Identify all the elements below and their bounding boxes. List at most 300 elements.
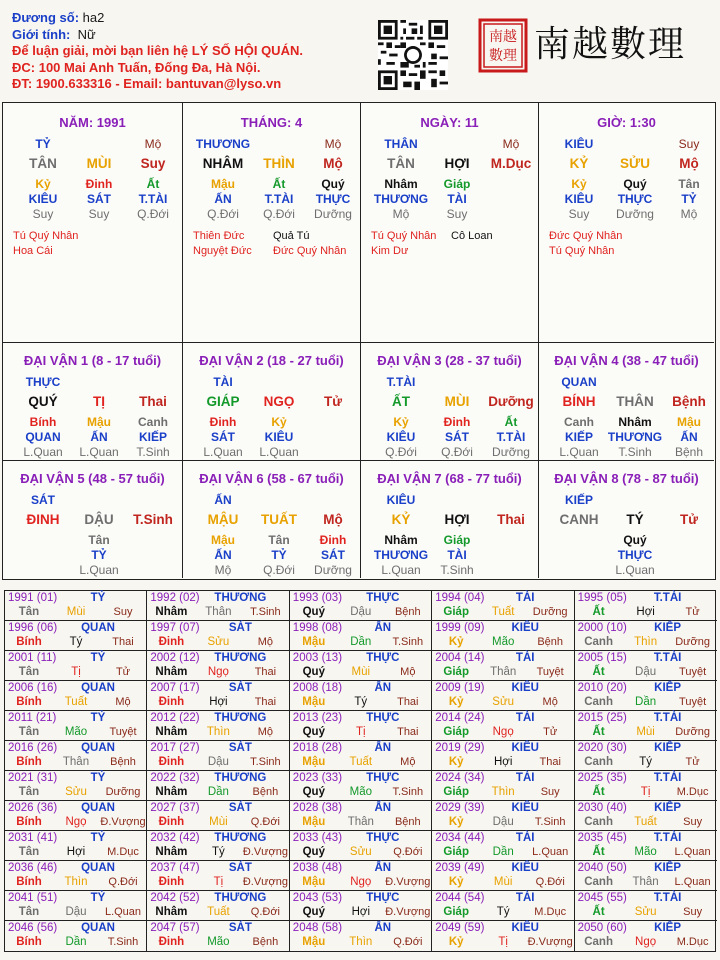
year-branch: Thân xyxy=(347,816,374,828)
year-stage: Bệnh xyxy=(537,636,564,648)
pillar-stage-row xyxy=(3,207,182,223)
year-label: 2021 (31) xyxy=(8,772,58,784)
year-stage: Thai xyxy=(112,636,134,648)
year-label: 2014 (24) xyxy=(435,712,485,724)
pillar-main-row-1: NHÂM xyxy=(202,156,244,171)
year-label: 2047 (57) xyxy=(150,922,200,934)
year-stage: Đ.Vượng xyxy=(242,876,288,888)
year-cell xyxy=(147,771,289,801)
pillar-hidden-god-row-1: KIÊU xyxy=(28,192,58,206)
pillar-stage-row-2: Suy xyxy=(446,207,468,221)
year-branch: Tuất xyxy=(349,756,373,768)
pillar-stage-row-3: Mộ xyxy=(680,207,698,221)
dai-van-main-row xyxy=(183,512,360,528)
year-branch: Mùi xyxy=(66,606,86,618)
year-stem: Tân xyxy=(18,726,40,738)
year-stage: Tuyệt xyxy=(679,696,707,708)
year-branch: Hợi xyxy=(209,696,228,708)
dai-van-hidden-row-3: Mậu xyxy=(677,415,701,429)
year-cell xyxy=(575,741,717,771)
year-branch: Tý xyxy=(69,636,83,648)
year-stage: T.Sinh xyxy=(392,786,424,798)
year-stem: Canh xyxy=(584,756,613,768)
dai-van-hidden-god-row xyxy=(539,430,714,446)
year-cell xyxy=(147,591,289,621)
year-stage: Tử xyxy=(685,756,700,768)
dai-van-ten-god-row xyxy=(539,493,714,509)
dai-van-hidden-row-2: Quý xyxy=(623,533,647,547)
dai-van-5 xyxy=(3,461,183,578)
year-label: 2037 (47) xyxy=(150,862,200,874)
year-cell xyxy=(290,591,432,621)
year-stem: Kỷ xyxy=(448,936,464,948)
dai-van-ten-god-row xyxy=(3,375,182,391)
year-ten-god: QUAN xyxy=(81,922,115,934)
year-stem: Mậu xyxy=(302,936,326,948)
year-cell xyxy=(432,711,574,741)
pillar-hidden-row-3: Quý xyxy=(321,177,345,191)
pillar-note: Đức Quý Nhân xyxy=(273,245,347,257)
year-stage: Suy xyxy=(540,786,560,798)
year-label: 2023 (33) xyxy=(292,772,343,784)
year-branch: Hợi xyxy=(66,846,86,858)
year-stage: L.Quan xyxy=(674,876,711,888)
dai-van-title: ĐẠI VẬN 7 (68 - 77 tuổi) xyxy=(377,471,522,486)
pillar-main-row xyxy=(361,156,538,172)
dai-van-ten-god-row-1: ẤN xyxy=(214,493,232,507)
year-stage: Q.Đới xyxy=(250,906,280,918)
dai-van-1 xyxy=(3,343,183,461)
year-label: 2039 (49) xyxy=(435,862,485,874)
year-stem: Quý xyxy=(302,666,325,678)
year-stem: Bính xyxy=(16,936,42,948)
dai-van-ten-god-row xyxy=(361,493,538,509)
year-cell xyxy=(147,861,289,891)
year-cell xyxy=(432,801,574,831)
year-stem: Giáp xyxy=(443,606,469,618)
year-stage: T.Sinh xyxy=(534,816,566,828)
dai-van-2 xyxy=(183,343,361,461)
year-label: 2025 (35) xyxy=(577,772,627,784)
year-label: 2048 (58) xyxy=(292,922,343,934)
year-stem: Mậu xyxy=(302,696,326,708)
year-stem: Bính xyxy=(16,756,42,768)
pillar-stage-row-1: Mộ xyxy=(392,207,410,221)
year-branch: Ngọ xyxy=(350,876,372,888)
dai-van-hidden-god-row xyxy=(361,548,538,564)
year-branch: Sửu xyxy=(349,846,372,858)
dai-van-main-row-3: Thai xyxy=(497,512,525,527)
year-stem: Mậu xyxy=(302,636,326,648)
year-stage: T.Sinh xyxy=(250,606,281,618)
pillar-stage-row-1: Q.Đới xyxy=(207,207,239,221)
year-label: 2010 (20) xyxy=(577,682,627,694)
year-stage: Đ.Vượng xyxy=(385,876,431,888)
year-cell xyxy=(432,861,574,891)
year-stage: Tuyệt xyxy=(536,666,564,678)
pillar-hidden-row-1: Kỷ xyxy=(571,177,587,191)
pillar-hidden-god-row xyxy=(361,192,538,208)
pillar-main-row xyxy=(183,156,360,172)
year-branch: Mùi xyxy=(636,726,655,738)
year-cell xyxy=(5,621,147,651)
dai-van-stage-row-2: Q.Đới xyxy=(441,445,473,459)
year-label: 2008 (18) xyxy=(292,682,343,694)
year-label: 2000 (10) xyxy=(577,622,627,634)
dai-van-main-row xyxy=(539,394,714,410)
year-branch: Sửu xyxy=(207,636,230,648)
year-stem: Bính xyxy=(16,636,42,648)
year-stem: Ất xyxy=(592,846,605,858)
dai-van-main-row xyxy=(3,394,182,410)
pillar-stage-row xyxy=(361,207,538,223)
pillar-ten-god-row-3: Mộ xyxy=(502,137,520,151)
year-ten-god: KIÊU xyxy=(511,622,539,634)
dai-van-main-row xyxy=(3,512,182,528)
dai-van-hidden-god-row-1: ẤN xyxy=(214,548,232,562)
year-stage: Bệnh xyxy=(394,816,421,828)
pillar-hidden-row-2: Ất xyxy=(272,177,286,191)
dai-van-stage-row-3: T.Sinh xyxy=(136,445,170,459)
year-stem: Ất xyxy=(592,666,605,678)
dai-van-main-row xyxy=(183,394,360,410)
dai-van-main-row-3: Tử xyxy=(679,512,699,527)
year-label: 2011 (21) xyxy=(8,712,57,724)
dai-van-title: ĐẠI VẬN 6 (58 - 67 tuổi) xyxy=(199,471,344,486)
year-stage: T.Sinh xyxy=(107,936,139,948)
year-stem: Mậu xyxy=(302,756,326,768)
year-cell xyxy=(432,921,574,951)
contact-line-1: Để luận giải, mời bạn liên hệ LÝ SỐ HỘI QUÁN. xyxy=(12,43,303,58)
dai-van-hidden-row-2: Tân xyxy=(88,533,110,547)
pillar-main-row-2: HỢI xyxy=(444,156,470,171)
year-ten-god: THỰC xyxy=(366,772,400,784)
year-stage: M.Dục xyxy=(107,846,139,858)
dai-van-main-row-2: MÙI xyxy=(444,394,470,409)
pillar-hidden-god-row-1: ẤN xyxy=(214,192,232,206)
pillar-main-row-3: Mộ xyxy=(323,156,343,171)
year-branch: Tuất xyxy=(64,696,88,708)
pillar-stage-row-1: Suy xyxy=(568,207,590,221)
dai-van-hidden-god-row-3: SÁT xyxy=(321,548,345,562)
year-branch: Tý xyxy=(212,846,225,858)
year-branch: Hợi xyxy=(493,756,513,768)
year-branch: Mùi xyxy=(351,666,371,678)
pillar-ten-god-row-3: Mộ xyxy=(144,137,162,151)
year-ten-god: THƯƠNG xyxy=(214,652,267,664)
dai-van-hidden-god-row xyxy=(361,430,538,446)
year-stem: Kỷ xyxy=(448,756,464,768)
year-ten-god: SÁT xyxy=(228,622,252,634)
year-cell xyxy=(290,771,432,801)
year-stem: Kỷ xyxy=(448,816,464,828)
year-ten-god: TỶ xyxy=(90,892,106,904)
year-branch: Mão xyxy=(634,846,657,858)
year-stage: Thai xyxy=(254,696,277,708)
year-stage: Tử xyxy=(115,666,131,678)
pillar-hidden-row-1: Mậu xyxy=(211,177,235,191)
year-cell xyxy=(147,891,289,921)
dai-van-4 xyxy=(539,343,714,461)
year-stage: Thai xyxy=(254,666,277,678)
year-label: 2016 (26) xyxy=(8,742,58,754)
dai-van-hidden-god-row-2: ẤN xyxy=(90,430,108,444)
year-ten-god: THƯƠNG xyxy=(214,592,267,604)
pillar-note: Nguyệt Đức xyxy=(193,245,252,257)
dai-van-main-row-1: QUÝ xyxy=(28,394,58,409)
year-cell xyxy=(575,921,717,951)
pillar-stage-row-2: Suy xyxy=(88,207,110,221)
dai-van-stage-row xyxy=(361,445,538,461)
dai-van-main-row xyxy=(361,394,538,410)
year-stem: Giáp xyxy=(443,726,469,738)
year-cell xyxy=(5,891,147,921)
year-stage: Thai xyxy=(539,756,561,768)
dai-van-stage-row-2: L.Quan xyxy=(259,445,299,459)
year-ten-god: TÀI xyxy=(515,772,535,784)
pillar-hidden-row-1: Nhâm xyxy=(384,177,418,191)
year-ten-god: ẤN xyxy=(374,742,392,754)
year-stage: Mộ xyxy=(257,636,274,648)
pillar-stage-row xyxy=(183,207,360,223)
pillar-ten-god-row-1: THƯƠNG xyxy=(195,137,251,151)
dai-van-hidden-god-row-1: SÁT xyxy=(211,430,235,444)
year-cell xyxy=(575,801,717,831)
year-branch: Dần xyxy=(65,936,87,948)
year-branch: Thìn xyxy=(349,936,373,948)
year-cell xyxy=(5,681,147,711)
year-stage: Suy xyxy=(683,816,703,828)
year-branch: Tị xyxy=(640,786,651,798)
pillar-hidden-god-row-2: THỰC xyxy=(617,192,653,206)
year-branch: Ngọ xyxy=(65,816,87,828)
pillar-hidden-god-row xyxy=(183,192,360,208)
year-stage: L.Quan xyxy=(104,906,142,918)
year-cell xyxy=(432,831,574,861)
year-cell xyxy=(290,831,432,861)
dai-van-hidden-god-row xyxy=(183,548,360,564)
year-branch: Hợi xyxy=(351,906,370,918)
dai-van-hidden-god-row xyxy=(539,548,714,564)
year-label: 2001 (11) xyxy=(8,652,57,664)
year-ten-god: ẤN xyxy=(374,622,392,634)
year-ten-god: SÁT xyxy=(228,862,252,874)
year-cell xyxy=(147,921,289,951)
year-stage: Thai xyxy=(397,696,419,708)
year-cell xyxy=(147,681,289,711)
year-stage: Tuyệt xyxy=(109,726,137,738)
year-stage: Q.Đới xyxy=(108,876,138,888)
year-branch: Dần xyxy=(635,696,657,708)
year-label: 2040 (50) xyxy=(577,862,627,874)
pillar-hidden-god-row-3: THỰC xyxy=(315,192,351,206)
year-ten-god: SÁT xyxy=(228,922,252,934)
year-ten-god: TÀI xyxy=(515,652,535,664)
year-label: 2004 (14) xyxy=(435,652,485,664)
year-stem: Tân xyxy=(18,606,40,618)
year-label: 2026 (36) xyxy=(8,802,58,814)
year-ten-god: T.TÀI xyxy=(653,772,682,784)
year-ten-god: THỰC xyxy=(366,892,400,904)
year-stem: Đinh xyxy=(158,876,185,888)
year-stem: Ất xyxy=(592,606,605,618)
year-branch: Tuất xyxy=(491,606,515,618)
seal-stamp-icon xyxy=(478,18,528,73)
year-branch: Dần xyxy=(350,636,372,648)
year-stage: Q.Đới xyxy=(535,876,565,888)
dai-van-hidden-row-1: Bính xyxy=(29,415,57,429)
year-ten-god: QUAN xyxy=(81,622,115,634)
dai-van-stage-row-2: L.Quan xyxy=(615,563,655,577)
pillar-hidden-row-3: Ất xyxy=(146,177,160,191)
year-ten-god: TỶ xyxy=(90,832,106,844)
year-cell xyxy=(432,891,574,921)
year-ten-god: ẤN xyxy=(374,922,392,934)
year-label: 1997 (07) xyxy=(150,622,200,634)
year-branch: Dần xyxy=(207,786,229,798)
year-stage: Q.Đới xyxy=(393,936,423,948)
year-cell xyxy=(147,741,289,771)
year-cell xyxy=(5,771,147,801)
dai-van-stage-row-3: Dưỡng xyxy=(314,563,352,577)
year-stage: Thai xyxy=(397,726,419,738)
year-stem: Quý xyxy=(302,786,325,798)
dai-van-hidden-god-row-2: SÁT xyxy=(445,430,469,444)
year-stage: Dưỡng xyxy=(675,726,710,738)
year-branch: Mùi xyxy=(209,816,228,828)
contact-address: ĐC: 100 Mai Anh Tuấn, Đống Đa, Hà Nội. xyxy=(12,59,261,75)
pillar-hidden-row-2: Quý xyxy=(623,177,647,191)
year-ten-god: TỶ xyxy=(90,652,106,664)
dai-van-3 xyxy=(361,343,539,461)
year-cell xyxy=(432,771,574,801)
pillar-main-row-3: Mộ xyxy=(679,156,699,171)
dai-van-stage-row xyxy=(183,445,360,461)
qr-code-icon[interactable] xyxy=(378,20,448,90)
year-branch: Thân xyxy=(490,666,517,678)
pillar-note: Tú Quý Nhân xyxy=(13,230,79,242)
dai-van-stage-row-1: L.Quan xyxy=(559,445,599,459)
year-cell xyxy=(432,681,574,711)
year-stage: Mộ xyxy=(400,666,416,678)
year-cell xyxy=(290,621,432,651)
year-cell xyxy=(432,621,574,651)
year-ten-god: T.TÀI xyxy=(653,712,682,724)
year-ten-god: THƯƠNG xyxy=(214,892,267,904)
dai-van-stage-row-1: L.Quan xyxy=(23,445,63,459)
dai-van-main-row-3: Bệnh xyxy=(672,394,706,409)
year-cell xyxy=(290,891,432,921)
year-branch: Tý xyxy=(496,906,510,918)
year-stem: Canh xyxy=(584,636,613,648)
year-ten-god: T.TÀI xyxy=(653,592,682,604)
year-ten-god: KIÊU xyxy=(511,922,539,934)
year-cell xyxy=(147,831,289,861)
dai-van-stage-row-3: Dưỡng xyxy=(492,445,530,459)
year-branch: Tuất xyxy=(207,906,230,918)
year-stage: Bệnh xyxy=(110,756,136,768)
year-stem: Kỷ xyxy=(448,636,464,648)
year-stem: Nhâm xyxy=(155,726,188,738)
dai-van-ten-god-row-1: TÀI xyxy=(213,375,233,389)
dai-van-stage-row xyxy=(539,445,714,461)
dai-van-hidden-row-2: Mậu xyxy=(87,415,111,429)
year-stage: Suy xyxy=(113,606,133,618)
dai-van-stage-row-2: Q.Đới xyxy=(263,563,295,577)
year-ten-god: T.TÀI xyxy=(653,652,682,664)
dai-van-ten-god-row-1: QUAN xyxy=(561,375,597,389)
year-label: 2036 (46) xyxy=(8,862,58,874)
year-stem: Đinh xyxy=(158,756,185,768)
year-label: 2034 (44) xyxy=(435,832,485,844)
year-stage: Bệnh xyxy=(252,936,279,948)
year-stem: Đinh xyxy=(158,696,185,708)
pillar-ten-god-row-1: KIÊU xyxy=(564,137,594,151)
year-cell xyxy=(575,711,717,741)
pillar-hidden-row xyxy=(361,177,538,193)
year-stem: Quý xyxy=(302,906,325,918)
dai-van-6 xyxy=(183,461,361,578)
pillar-note: Tú Quý Nhân xyxy=(549,245,615,257)
year-ten-god: SÁT xyxy=(228,802,252,814)
year-stage: Mộ xyxy=(257,726,274,738)
year-ten-god: KIÊU xyxy=(511,742,539,754)
year-branch: Sửu xyxy=(65,786,87,798)
year-ten-god: KIẾP xyxy=(654,922,682,934)
year-label: 1991 (01) xyxy=(8,592,58,604)
year-label: 1998 (08) xyxy=(292,622,343,634)
pillar-hidden-row-3: Tân xyxy=(678,177,700,191)
year-stem: Canh xyxy=(584,816,613,828)
year-label: 2002 (12) xyxy=(150,652,200,664)
pillar-3 xyxy=(361,103,539,343)
year-stem: Tân xyxy=(18,666,40,678)
year-cell xyxy=(575,891,717,921)
year-label: 2032 (42) xyxy=(150,832,200,844)
dai-van-stage-row xyxy=(183,563,360,579)
year-stage: Q.Đới xyxy=(250,816,280,828)
year-ten-god: TÀI xyxy=(515,832,535,844)
pillar-main-row-1: TÂN xyxy=(387,156,415,171)
year-branch: Mão xyxy=(492,636,515,648)
year-branch: Thìn xyxy=(206,726,230,738)
dai-van-hidden-row-3: Canh xyxy=(138,415,168,429)
pillar-ten-god-row-3: Suy xyxy=(678,137,700,151)
dai-van-hidden-god-row-2: TỶ xyxy=(271,548,287,562)
year-label: 2030 (40) xyxy=(577,802,627,814)
year-stage: Đ.Vượng xyxy=(527,936,573,948)
dai-van-stage-row-2: L.Quan xyxy=(79,445,119,459)
year-ten-god: ẤN xyxy=(374,802,392,814)
dai-van-hidden-god-row-2: THỰC xyxy=(617,548,653,562)
year-label: 2041 (51) xyxy=(8,892,58,904)
year-ten-god: THƯƠNG xyxy=(214,832,267,844)
year-stage: Bệnh xyxy=(252,786,279,798)
year-ten-god: THỰC xyxy=(366,832,400,844)
dai-van-hidden-row-2: Đinh xyxy=(443,415,471,429)
pillar-hidden-god-row-1: KIÊU xyxy=(564,192,594,206)
dai-van-main-row-2: THÂN xyxy=(616,394,654,409)
dai-van-title: ĐẠI VẬN 2 (18 - 27 tuổi) xyxy=(199,353,344,368)
year-ten-god: THƯƠNG xyxy=(214,772,267,784)
year-branch: Ngọ xyxy=(492,726,514,738)
dai-van-stage-row-1: Mộ xyxy=(214,563,232,577)
year-stem: Canh xyxy=(584,936,613,948)
dai-van-hidden-row-1: Nhâm xyxy=(384,533,418,547)
dai-van-main-row-1: MẬU xyxy=(207,512,239,527)
dai-van-title: ĐẠI VẬN 5 (48 - 57 tuổi) xyxy=(20,471,165,486)
year-cell xyxy=(290,801,432,831)
